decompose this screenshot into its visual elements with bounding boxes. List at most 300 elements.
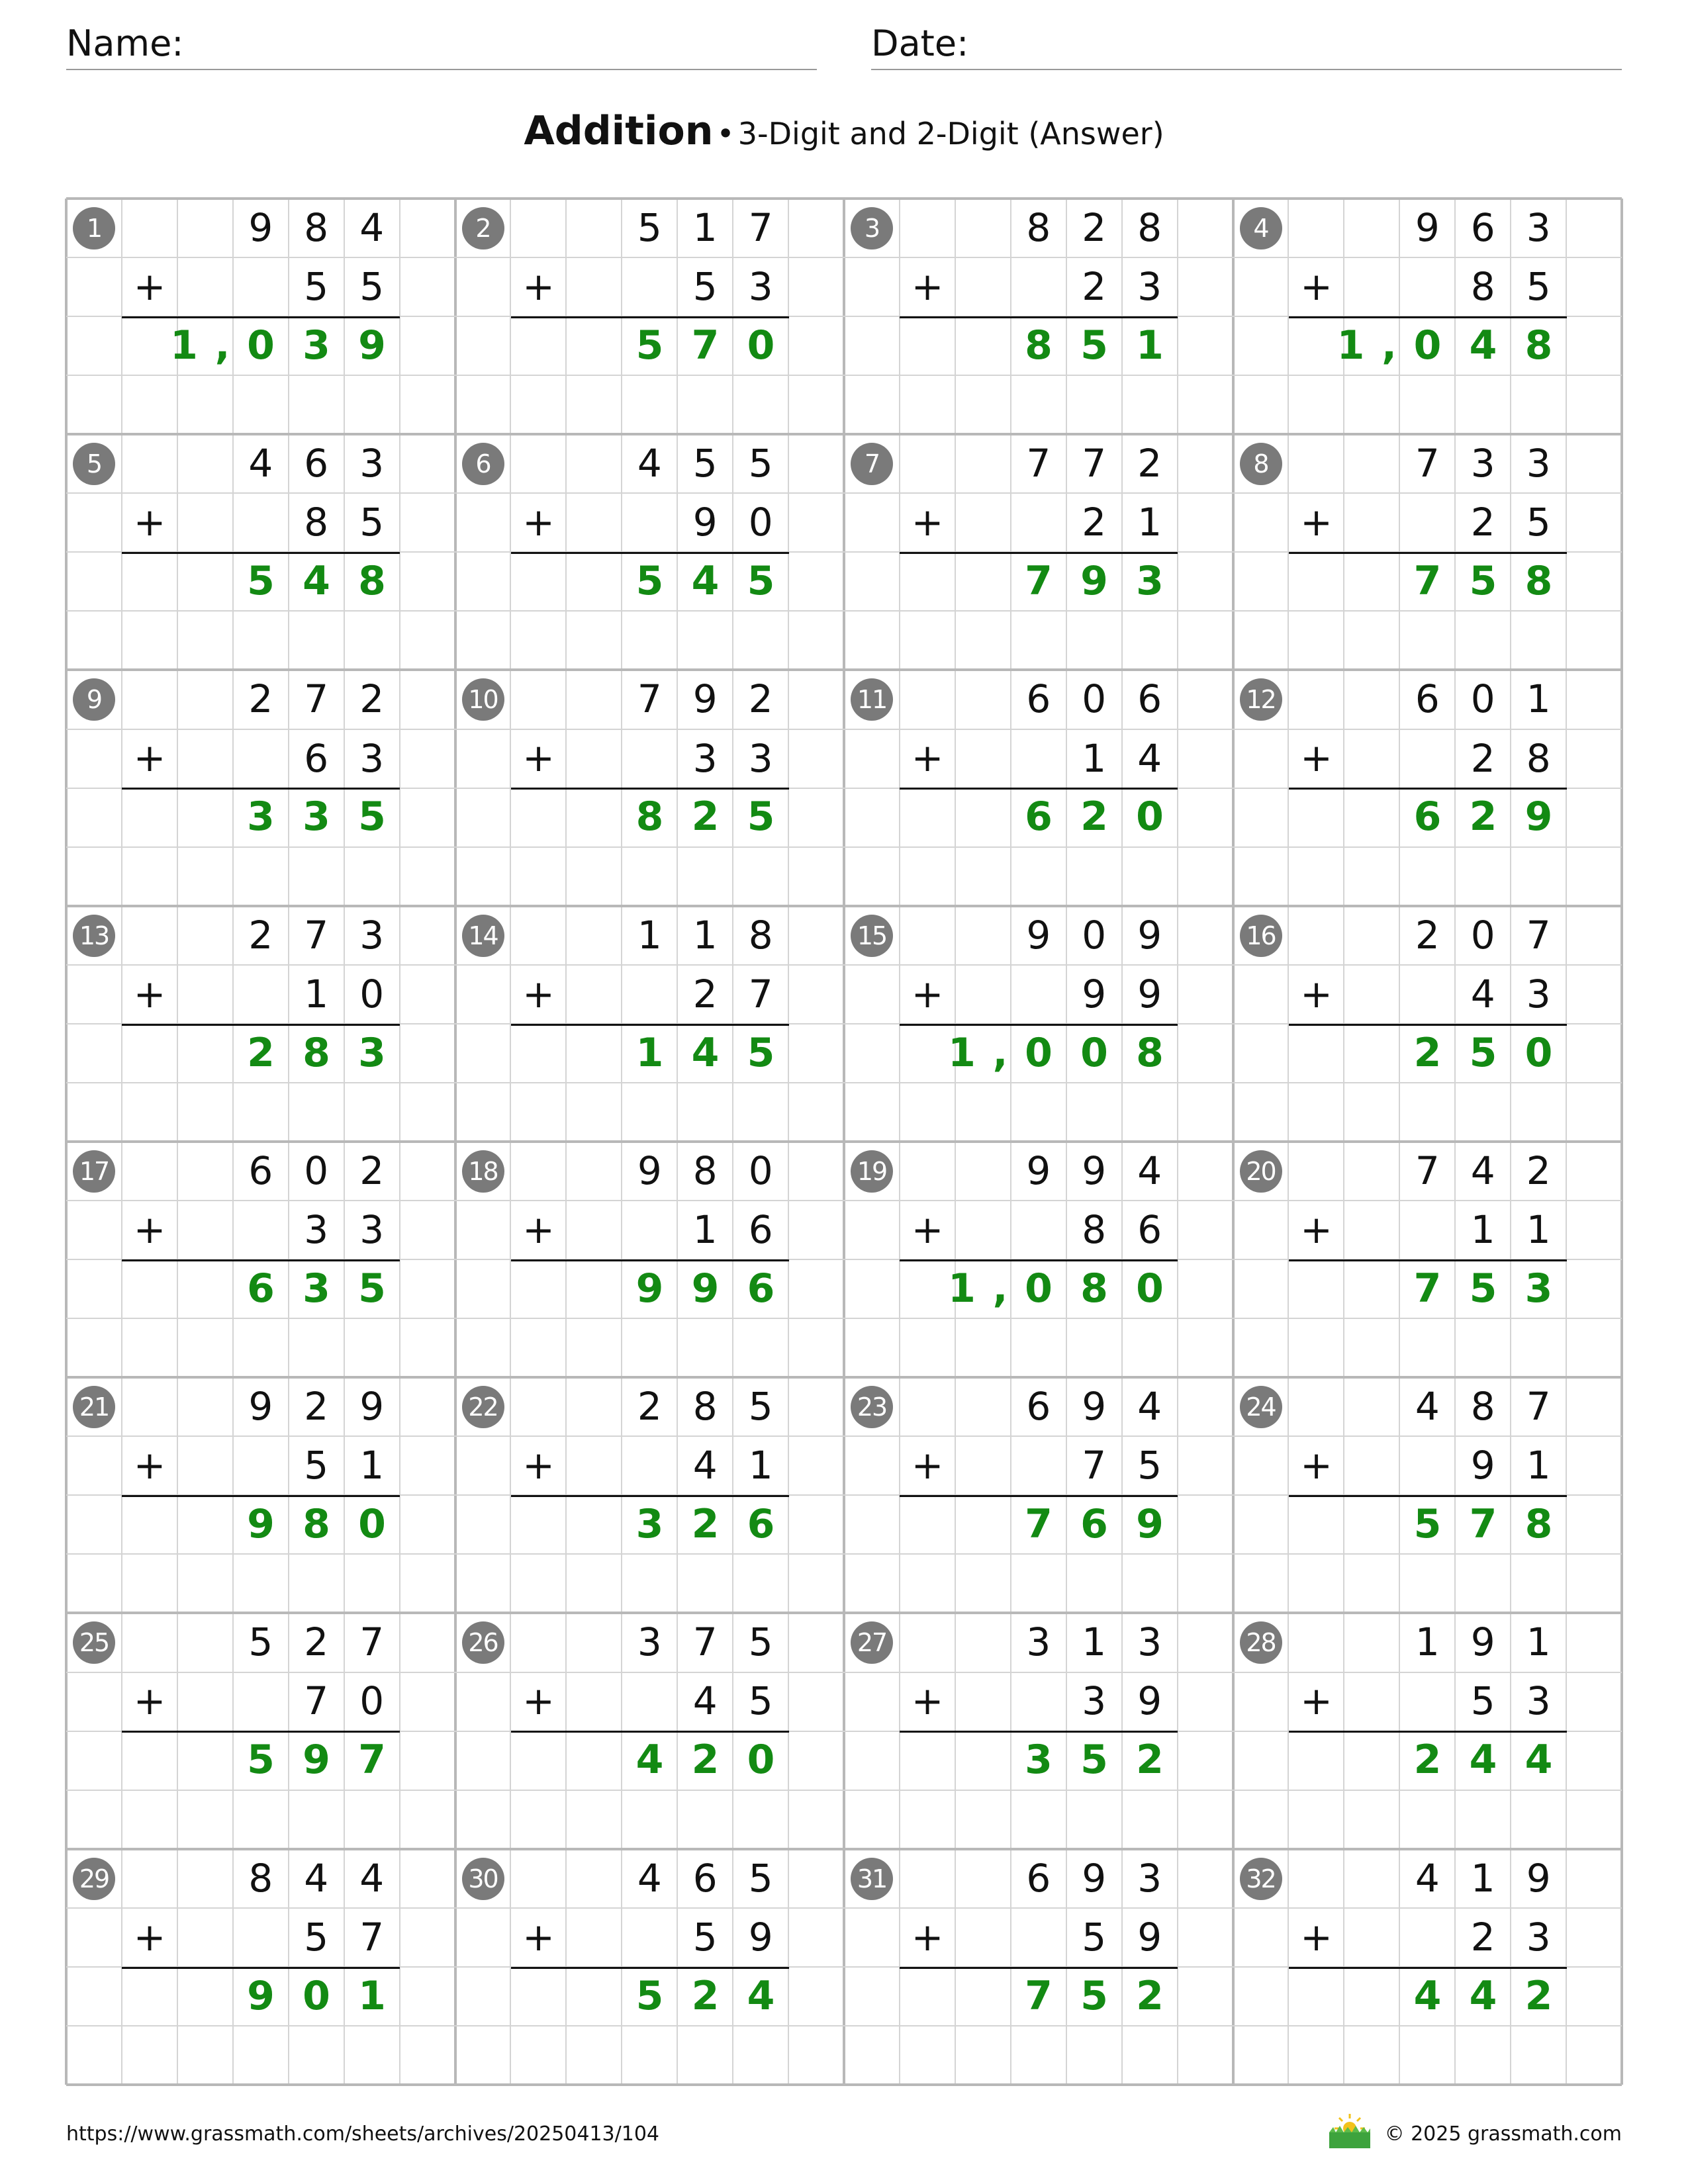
addend-bottom-digit: 5 bbox=[359, 264, 385, 310]
answer-digit: 4 bbox=[635, 1737, 664, 1784]
addend-top-digit: 8 bbox=[692, 1384, 718, 1430]
addend-bottom-digit: 3 bbox=[359, 735, 385, 781]
problem-number-badge: 21 bbox=[73, 1386, 115, 1428]
addend-bottom-digit: 3 bbox=[1137, 264, 1162, 310]
plus-sign: + bbox=[1300, 735, 1333, 781]
problem-5 bbox=[66, 434, 455, 670]
answer bbox=[1011, 1967, 1178, 2026]
addend-top-digit: 7 bbox=[748, 205, 773, 250]
answer bbox=[934, 1024, 1178, 1083]
plus-sign: + bbox=[133, 500, 166, 545]
addend-top-digit: 8 bbox=[1026, 205, 1051, 250]
answer bbox=[1400, 552, 1567, 611]
plus-sign: + bbox=[1300, 971, 1333, 1017]
answer-digit: 0 bbox=[1025, 1265, 1053, 1312]
addend-top-digit: 8 bbox=[748, 912, 773, 958]
addend-bottom-digit: 5 bbox=[1082, 1914, 1107, 1960]
addend-top-digit: 6 bbox=[692, 1855, 718, 1901]
problem-17 bbox=[66, 1142, 455, 1377]
addend-top-digit: 1 bbox=[637, 912, 662, 958]
addend-top-digit: 6 bbox=[1137, 676, 1162, 722]
answer-digit: 5 bbox=[635, 558, 664, 605]
answer-digit: 0 bbox=[1136, 1265, 1164, 1312]
answer-digit: 3 bbox=[1524, 1265, 1553, 1312]
addend-top-digit: 5 bbox=[692, 441, 718, 486]
addend-top-digit: 4 bbox=[637, 441, 662, 486]
answer-digit: 7 bbox=[1413, 558, 1442, 605]
answer bbox=[233, 1731, 400, 1790]
problem-28 bbox=[1233, 1613, 1622, 1848]
answer-digit: 9 bbox=[247, 1501, 275, 1548]
answer bbox=[233, 788, 400, 846]
addend-top-digit: 4 bbox=[1415, 1384, 1440, 1430]
answer-digit: 8 bbox=[1524, 322, 1553, 369]
addend-top-digit: 0 bbox=[304, 1148, 329, 1193]
addend-bottom-digit: 5 bbox=[1470, 1678, 1495, 1724]
answer-digit: 2 bbox=[1136, 1737, 1164, 1784]
addend-bottom-digit: 3 bbox=[692, 735, 718, 781]
answer bbox=[622, 788, 789, 846]
problem-number-badge: 1 bbox=[73, 207, 115, 250]
problem-number-badge: 16 bbox=[1240, 915, 1282, 957]
problem-number-badge: 6 bbox=[462, 443, 504, 485]
addend-top-digit: 2 bbox=[1137, 441, 1162, 486]
answer-digit: 2 bbox=[1080, 794, 1108, 841]
addend-top-digit: 2 bbox=[359, 1148, 385, 1193]
addend-bottom-digit: 7 bbox=[1082, 1443, 1107, 1488]
answer bbox=[233, 1259, 400, 1318]
addend-top-digit: 1 bbox=[1526, 676, 1551, 722]
plus-sign: + bbox=[1300, 1914, 1333, 1960]
plus-sign: + bbox=[133, 1678, 166, 1724]
answer bbox=[622, 1967, 789, 2026]
answer-comma: , bbox=[992, 1029, 1008, 1076]
addend-top-digit: 5 bbox=[637, 205, 662, 250]
addend-bottom-digit: 2 bbox=[1470, 1914, 1495, 1960]
addend-bottom-digit: 1 bbox=[692, 1207, 718, 1252]
answer-digit: 2 bbox=[1413, 1029, 1442, 1076]
plus-sign: + bbox=[911, 1914, 944, 1960]
plus-sign: + bbox=[133, 735, 166, 781]
addend-top-digit: 3 bbox=[1470, 441, 1495, 486]
addend-bottom-digit: 3 bbox=[359, 1207, 385, 1252]
addend-top-digit: 7 bbox=[304, 912, 329, 958]
plus-sign: + bbox=[522, 1443, 555, 1488]
answer-digit: 9 bbox=[303, 1737, 330, 1784]
answer-digit: 8 bbox=[1025, 322, 1053, 369]
addend-top-digit: 3 bbox=[1526, 441, 1551, 486]
answer bbox=[1011, 552, 1178, 611]
answer-digit: 2 bbox=[1469, 794, 1497, 841]
answer-digit: 4 bbox=[1469, 1972, 1497, 2019]
answer-digit: 2 bbox=[1413, 1737, 1442, 1784]
addend-bottom-digit: 8 bbox=[1082, 1207, 1107, 1252]
answer bbox=[1011, 1495, 1178, 1554]
answer-digit: 3 bbox=[303, 794, 330, 841]
plus-sign: + bbox=[911, 1678, 944, 1724]
answer-digit: 4 bbox=[747, 1972, 775, 2019]
answer-digit: 2 bbox=[691, 1972, 720, 2019]
problem-number-badge: 3 bbox=[851, 207, 893, 250]
answer bbox=[1011, 788, 1178, 846]
addend-top-digit: 1 bbox=[1526, 1619, 1551, 1665]
problem-number-badge: 8 bbox=[1240, 443, 1282, 485]
answer-digit: 5 bbox=[247, 1737, 275, 1784]
addend-bottom-digit: 1 bbox=[1137, 500, 1162, 545]
addend-bottom-digit: 9 bbox=[692, 500, 718, 545]
addend-bottom-digit: 1 bbox=[1526, 1207, 1551, 1252]
answer bbox=[1400, 1967, 1567, 2026]
addend-bottom-digit: 5 bbox=[692, 1914, 718, 1960]
problem-2 bbox=[455, 199, 845, 434]
problem-number-badge: 4 bbox=[1240, 207, 1282, 250]
addend-top-digit: 9 bbox=[359, 1384, 385, 1430]
answer-digit: 4 bbox=[1469, 1737, 1497, 1784]
answer-digit: 4 bbox=[303, 558, 330, 605]
answer-digit: 4 bbox=[691, 558, 720, 605]
answer bbox=[233, 1967, 400, 2026]
addend-bottom-digit: 3 bbox=[748, 735, 773, 781]
addend-bottom-digit: 9 bbox=[1082, 971, 1107, 1017]
problem-number-badge: 5 bbox=[73, 443, 115, 485]
problem-31 bbox=[844, 1849, 1233, 2085]
answer-digit: 7 bbox=[1413, 1265, 1442, 1312]
addend-bottom-digit: 5 bbox=[1526, 500, 1551, 545]
addend-top-digit: 4 bbox=[248, 441, 273, 486]
answer-digit: 6 bbox=[747, 1501, 775, 1548]
addend-top-digit: 9 bbox=[1137, 912, 1162, 958]
addend-bottom-digit: 5 bbox=[304, 264, 329, 310]
answer-digit: 7 bbox=[358, 1737, 386, 1784]
answer-digit: 2 bbox=[691, 1501, 720, 1548]
plus-sign: + bbox=[1300, 1678, 1333, 1724]
answer-digit: 9 bbox=[691, 1265, 720, 1312]
addend-top-digit: 5 bbox=[748, 1855, 773, 1901]
answer-digit: 5 bbox=[747, 794, 775, 841]
addend-bottom-digit: 5 bbox=[1526, 264, 1551, 310]
answer-digit: 0 bbox=[1136, 794, 1164, 841]
answer-digit: 5 bbox=[1080, 1737, 1108, 1784]
answer-digit: 8 bbox=[1136, 1029, 1164, 1076]
problem-number-badge: 24 bbox=[1240, 1386, 1282, 1428]
plus-sign: + bbox=[1300, 1206, 1333, 1252]
addend-top-digit: 2 bbox=[637, 1384, 662, 1430]
answer-digit: 0 bbox=[747, 1737, 775, 1784]
addend-top-digit: 5 bbox=[748, 1619, 773, 1665]
date-label: Date: bbox=[871, 23, 969, 64]
plus-sign: + bbox=[133, 1443, 166, 1488]
answer bbox=[622, 1495, 789, 1554]
problem-number-badge: 10 bbox=[462, 678, 504, 721]
addend-top-digit: 9 bbox=[1526, 1855, 1551, 1901]
answer-digit: 9 bbox=[247, 1972, 275, 2019]
problem-21 bbox=[66, 1377, 455, 1613]
addend-top-digit: 7 bbox=[637, 676, 662, 722]
answer-digit: 4 bbox=[1524, 1737, 1553, 1784]
addend-top-digit: 2 bbox=[1082, 205, 1107, 250]
title-main: Addition bbox=[524, 108, 714, 154]
answer-digit: 4 bbox=[1413, 1972, 1442, 2019]
addend-bottom-digit: 4 bbox=[1137, 735, 1162, 781]
addend-bottom-digit: 9 bbox=[1470, 1443, 1495, 1488]
answer-digit: 9 bbox=[635, 1265, 664, 1312]
addend-top-digit: 4 bbox=[1470, 1148, 1495, 1193]
addend-bottom-digit: 3 bbox=[304, 1207, 329, 1252]
addend-top-digit: 9 bbox=[1026, 1148, 1051, 1193]
answer-digit: 0 bbox=[1524, 1029, 1553, 1076]
addend-bottom-digit: 4 bbox=[692, 1678, 718, 1724]
addend-top-digit: 7 bbox=[692, 1619, 718, 1665]
addend-top-digit: 2 bbox=[359, 676, 385, 722]
addend-top-digit: 9 bbox=[1026, 912, 1051, 958]
answer-digit: 0 bbox=[747, 322, 775, 369]
problem-27 bbox=[844, 1613, 1233, 1848]
answer-digit: 7 bbox=[1469, 1501, 1497, 1548]
answer-digit: 5 bbox=[1080, 1972, 1108, 2019]
answer bbox=[1323, 316, 1567, 375]
problem-number-badge: 23 bbox=[851, 1386, 893, 1428]
problem-number-badge: 29 bbox=[73, 1858, 115, 1900]
addend-top-digit: 7 bbox=[1415, 441, 1440, 486]
title-separator: • bbox=[716, 116, 735, 152]
addend-bottom-digit: 8 bbox=[1470, 264, 1495, 310]
problem-7 bbox=[844, 434, 1233, 670]
addend-top-digit: 9 bbox=[1470, 1619, 1495, 1665]
addend-top-digit: 4 bbox=[359, 205, 385, 250]
answer-digit: 9 bbox=[1136, 1501, 1164, 1548]
addend-top-digit: 3 bbox=[1026, 1619, 1051, 1665]
addend-top-digit: 6 bbox=[1026, 676, 1051, 722]
answer-digit: 5 bbox=[358, 794, 386, 841]
answer-digit: 0 bbox=[303, 1972, 330, 2019]
addend-bottom-digit: 9 bbox=[748, 1914, 773, 1960]
problem-6 bbox=[455, 434, 845, 670]
problem-number-badge: 9 bbox=[73, 678, 115, 721]
problem-19 bbox=[844, 1142, 1233, 1377]
plus-sign: + bbox=[911, 971, 944, 1017]
plus-sign: + bbox=[522, 735, 555, 781]
addend-bottom-digit: 4 bbox=[1470, 971, 1495, 1017]
addend-top-digit: 8 bbox=[692, 1148, 718, 1193]
name-field-line bbox=[66, 20, 817, 70]
problem-number-badge: 17 bbox=[73, 1150, 115, 1193]
answer-digit: 2 bbox=[691, 794, 720, 841]
problem-22 bbox=[455, 1377, 845, 1613]
addend-top-digit: 2 bbox=[1415, 912, 1440, 958]
answer-digit: 1 bbox=[358, 1972, 386, 2019]
name-label: Name: bbox=[66, 23, 184, 64]
addend-top-digit: 5 bbox=[248, 1619, 273, 1665]
addend-top-digit: 9 bbox=[1082, 1384, 1107, 1430]
addend-top-digit: 6 bbox=[1026, 1855, 1051, 1901]
addend-bottom-digit: 0 bbox=[359, 1678, 385, 1724]
answer-digit: 3 bbox=[635, 1501, 664, 1548]
problem-number-badge: 19 bbox=[851, 1150, 893, 1193]
problem-10 bbox=[455, 670, 845, 905]
grass-sun-logo-icon bbox=[1327, 2111, 1373, 2151]
answer bbox=[1400, 1024, 1567, 1083]
problem-number-badge: 27 bbox=[851, 1621, 893, 1664]
plus-sign: + bbox=[911, 1206, 944, 1252]
answer-digit: 2 bbox=[1524, 1972, 1553, 2019]
addend-bottom-digit: 0 bbox=[748, 500, 773, 545]
problem-32 bbox=[1233, 1849, 1622, 2085]
answer-digit: 1 bbox=[635, 1029, 664, 1076]
answer-digit: 5 bbox=[358, 1265, 386, 1312]
addend-top-digit: 6 bbox=[1026, 1384, 1051, 1430]
answer-digit: 4 bbox=[691, 1029, 720, 1076]
answer-comma: , bbox=[1382, 322, 1397, 369]
addend-bottom-digit: 9 bbox=[1137, 971, 1162, 1017]
problem-15 bbox=[844, 906, 1233, 1142]
answer-digit: 9 bbox=[1080, 558, 1108, 605]
addend-top-digit: 7 bbox=[304, 676, 329, 722]
plus-sign: + bbox=[1300, 1443, 1333, 1488]
answer bbox=[622, 1731, 789, 1790]
answer-digit: 2 bbox=[247, 1029, 275, 1076]
answer-digit: 8 bbox=[1524, 1501, 1553, 1548]
addend-top-digit: 2 bbox=[304, 1384, 329, 1430]
addend-bottom-digit: 2 bbox=[1470, 735, 1495, 781]
plus-sign: + bbox=[133, 971, 166, 1017]
answer bbox=[233, 552, 400, 611]
addend-bottom-digit: 7 bbox=[748, 971, 773, 1017]
problem-number-badge: 22 bbox=[462, 1386, 504, 1428]
problem-number-badge: 7 bbox=[851, 443, 893, 485]
answer bbox=[233, 1024, 400, 1083]
problem-30 bbox=[455, 1849, 845, 2085]
footer-copyright: © 2025 grassmath.com bbox=[1384, 2122, 1622, 2146]
answer-digit: 3 bbox=[1025, 1737, 1053, 1784]
addend-top-digit: 9 bbox=[1415, 205, 1440, 250]
addend-top-digit: 8 bbox=[1470, 1384, 1495, 1430]
answer-digit: 9 bbox=[358, 322, 386, 369]
answer-digit: 8 bbox=[1080, 1265, 1108, 1312]
addend-bottom-digit: 1 bbox=[1082, 735, 1107, 781]
answer-digit: 5 bbox=[1413, 1501, 1442, 1548]
answer-digit: 0 bbox=[1080, 1029, 1108, 1076]
answer-digit: 8 bbox=[1524, 558, 1553, 605]
addend-top-digit: 1 bbox=[1470, 1855, 1495, 1901]
addend-top-digit: 0 bbox=[1470, 676, 1495, 722]
addend-top-digit: 7 bbox=[1526, 912, 1551, 958]
addend-top-digit: 0 bbox=[748, 1148, 773, 1193]
problem-number-badge: 15 bbox=[851, 915, 893, 957]
addend-top-digit: 9 bbox=[248, 205, 273, 250]
problem-20 bbox=[1233, 1142, 1622, 1377]
problem-4 bbox=[1233, 199, 1622, 434]
addend-top-digit: 2 bbox=[1526, 1148, 1551, 1193]
addend-bottom-digit: 8 bbox=[1526, 735, 1551, 781]
addend-bottom-digit: 7 bbox=[359, 1914, 385, 1960]
answer-digit: 1 bbox=[170, 322, 198, 369]
problem-number-badge: 14 bbox=[462, 915, 504, 957]
answer-digit: 5 bbox=[1469, 1265, 1497, 1312]
addend-bottom-digit: 5 bbox=[748, 1678, 773, 1724]
answer bbox=[1011, 1731, 1178, 1790]
addend-bottom-digit: 6 bbox=[748, 1207, 773, 1252]
plus-sign: + bbox=[522, 1206, 555, 1252]
addend-top-digit: 3 bbox=[637, 1619, 662, 1665]
problem-11 bbox=[844, 670, 1233, 905]
addend-top-digit: 1 bbox=[692, 205, 718, 250]
answer-comma: , bbox=[992, 1265, 1008, 1312]
problem-13 bbox=[66, 906, 455, 1142]
addend-top-digit: 3 bbox=[359, 912, 385, 958]
plus-sign: + bbox=[133, 1206, 166, 1252]
answer-digit: 8 bbox=[635, 794, 664, 841]
addend-top-digit: 7 bbox=[1415, 1148, 1440, 1193]
plus-sign: + bbox=[522, 1678, 555, 1724]
addend-bottom-digit: 2 bbox=[692, 971, 718, 1017]
answer bbox=[622, 552, 789, 611]
answer-digit: 8 bbox=[303, 1029, 330, 1076]
addend-top-digit: 5 bbox=[748, 441, 773, 486]
addend-top-digit: 4 bbox=[1137, 1384, 1162, 1430]
plus-sign: + bbox=[133, 264, 166, 309]
answer bbox=[1400, 1495, 1567, 1554]
answer-digit: 5 bbox=[747, 558, 775, 605]
addend-bottom-digit: 8 bbox=[304, 500, 329, 545]
answer-digit: 9 bbox=[1524, 794, 1553, 841]
addend-top-digit: 1 bbox=[1082, 1619, 1107, 1665]
addend-bottom-digit: 1 bbox=[1526, 1443, 1551, 1488]
answer-digit: 5 bbox=[247, 558, 275, 605]
answer-digit: 1 bbox=[1336, 322, 1365, 369]
addend-bottom-digit: 2 bbox=[1082, 264, 1107, 310]
addend-bottom-digit: 1 bbox=[748, 1443, 773, 1488]
plus-sign: + bbox=[911, 264, 944, 309]
addend-top-digit: 9 bbox=[248, 1384, 273, 1430]
answer-digit: 5 bbox=[747, 1029, 775, 1076]
problem-12 bbox=[1233, 670, 1622, 905]
plus-sign: + bbox=[1300, 500, 1333, 545]
addend-top-digit: 4 bbox=[1415, 1855, 1440, 1901]
answer bbox=[1400, 788, 1567, 846]
addend-top-digit: 9 bbox=[1082, 1148, 1107, 1193]
problem-16 bbox=[1233, 906, 1622, 1142]
answer-digit: 3 bbox=[303, 322, 330, 369]
addend-top-digit: 1 bbox=[692, 912, 718, 958]
addend-bottom-digit: 1 bbox=[1470, 1207, 1495, 1252]
addend-bottom-digit: 9 bbox=[1137, 1678, 1162, 1724]
addend-top-digit: 0 bbox=[1082, 912, 1107, 958]
problem-14 bbox=[455, 906, 845, 1142]
answer bbox=[622, 1024, 789, 1083]
addend-top-digit: 2 bbox=[248, 912, 273, 958]
answer-digit: 6 bbox=[1413, 794, 1442, 841]
answer-comma: , bbox=[214, 322, 230, 369]
addend-top-digit: 6 bbox=[304, 441, 329, 486]
answer-digit: 3 bbox=[1136, 558, 1164, 605]
problem-29 bbox=[66, 1849, 455, 2085]
addend-top-digit: 8 bbox=[248, 1855, 273, 1901]
addend-top-digit: 3 bbox=[1137, 1855, 1162, 1901]
answer-digit: 8 bbox=[358, 558, 386, 605]
answer-digit: 7 bbox=[1025, 1972, 1053, 2019]
problem-number-badge: 2 bbox=[462, 207, 504, 250]
addend-top-digit: 4 bbox=[359, 1855, 385, 1901]
problem-number-badge: 31 bbox=[851, 1858, 893, 1900]
addend-top-digit: 3 bbox=[1137, 1619, 1162, 1665]
problem-number-badge: 28 bbox=[1240, 1621, 1282, 1664]
answer-digit: 3 bbox=[247, 794, 275, 841]
answer-digit: 3 bbox=[303, 1265, 330, 1312]
answer bbox=[1011, 316, 1178, 375]
addend-top-digit: 2 bbox=[748, 676, 773, 722]
answer-digit: 8 bbox=[303, 1501, 330, 1548]
problem-23 bbox=[844, 1377, 1233, 1613]
